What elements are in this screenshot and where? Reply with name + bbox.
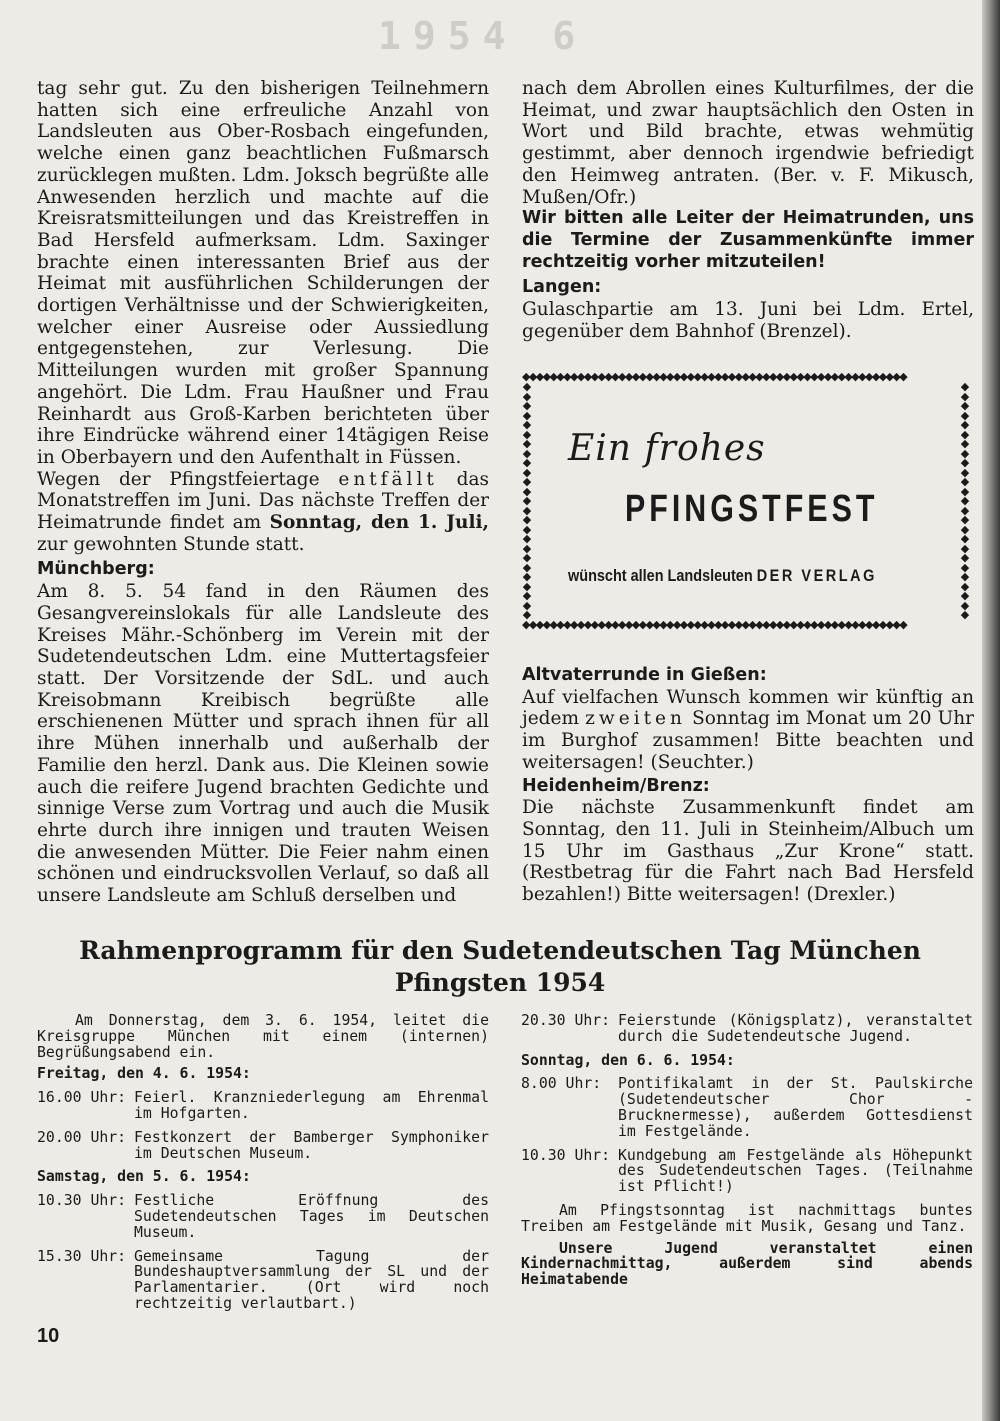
right-column-lower [522,665,974,906]
program-intro: Am Donnerstag, dem 3. 6. 1954, leitet die Kreisgruppe München mit einem (internen) Begrüßungsabend ein. [37,1012,489,1061]
paragraph: Die nächste Zusammenkunft findet am Sonntag, den 11. Juli in Steinheim/Albuch um 15 Uhr im Gasthaus „Zur Krone“ statt. (Restbetrag für die Fahrt nach Bad Hersfeld bezahlen!) Bitte weitersagen! (Drexler.) [522,797,974,906]
greeting-script: Ein frohes [568,428,766,469]
greeting-subtitle: wünscht allen Landsleuten DER VERLAG [568,566,877,585]
paragraph: Wegen der Pfingstfeiertage entfällt das Monatstreffen im Juni. Das nächste Treffen der Heimatrunde findet am Sonntag, den 1. Juli, zur gewohnten Stunde statt. [37,468,489,555]
notice: Wir bitten alle Leiter der Heimatrunden, uns die Termine der Zusammenkünfte immer rechtzeitig vorher mitzuteilen! [522,208,974,272]
paragraph: tag sehr gut. Zu den bisherigen Teilnehmern hatten sich eine erfreuliche Anzahl von Landsleuten aus Ober-Rosbach eingefunden, welche einen ganz beachtlichen Fußmarsch zurücklegen mußten. Ldm. Joksch begrüßte alle Anwesenden herzlich und machte auf die Kreisratsmitteilungen und das Kreistreffen in Bad Hersfeld aufmerksam. Ldm. Saxinger brachte einen interessanten Brief aus der Heimat mit ausführlichen Schilderungen der dortigen Verhältnisse und der Schwierigkeiten, welcher einer Ausreise oder Aussiedlung entgegenstehen, zur Verlesung. Die Mitteilungen wurden mit großer Spannung angehört. Die Ldm. Frau Haußner und Frau Reinhardt aus Groß-Karben berichteten über ihre Eindrücke während einer 14tägigen Reise in Oberbayern und den Aufenthalt in Füssen. [37,78,489,468]
ornament-border-right: ◆ ◆ ◆ ◆ ◆ ◆ ◆ ◆ ◆ ◆ ◆ ◆ ◆ ◆ ◆ ◆ ◆ ◆ ◆ ◆ ◆ ◆ ◆ ◆ ◆ [960,382,970,620]
program-item: 15.30 Uhr: Gemeinsame Tagung der Bundeshauptversammlung der SL und der Parlamentarier. (Ort wird noch rechtzeitig verlautbart.) [37,1247,489,1312]
day-heading: Sonntag, den 6. 6. 1954: [521,1051,735,1069]
section-heading: Münchberg: [37,559,155,580]
paragraph: nach dem Abrollen eines Kulturfilmes, der die Heimat, und zwar hauptsächlich den Osten in Wort und Bild brachte, etwas wehmütig gestimmt, aber dennoch irgendwie befriedigt den Heimweg antraten. (Ber. v. F. Mikusch, Mußen/Ofr.) [522,78,974,208]
program-item: 20.00 Uhr: Festkonzert der Bamberger Symphoniker im Deutschen Museum. [37,1128,489,1162]
pfingstfest-box [522,372,970,630]
ornament-border-bottom: ◆◆◆◆◆◆◆◆◆◆◆◆◆◆◆◆◆◆◆◆◆◆◆◆◆◆◆◆◆◆◆◆◆◆◆◆◆◆◆◆◆◆◆◆◆◆◆◆◆◆◆◆◆◆◆◆ [522,620,907,630]
program-closing: Am Pfingstsonntag ist nachmittags buntes Treiben am Festgelände mit Musik, Gesang und Tanz. [521,1201,973,1235]
program-title: Rahmenprogramm für den Sudetendeutschen Tag München Pfingsten 1954 [79,936,921,997]
section-heading: Langen: [522,277,602,298]
ornament-border-left: ◆ ◆ ◆ ◆ ◆ ◆ ◆ ◆ ◆ ◆ ◆ ◆ ◆ ◆ ◆ ◆ ◆ ◆ ◆ ◆ ◆ ◆ ◆ ◆ ◆ [522,382,532,620]
paragraph: Gulaschpartie am 13. Juni bei Ldm. Ertel, gegenüber dem Bahnhof (Brenzel). [522,299,974,342]
section-heading: Altvaterrunde in Gießen: [522,665,767,685]
section-heading: Heidenheim/Brenz: [522,775,710,796]
program-item: 10.30 Uhr: Festliche Eröffnung des Sudetendeutschen Tages im Deutschen Museum. [37,1192,489,1241]
paragraph: Auf vielfachen Wunsch kommen wir künftig an jedem zweiten Sonntag im Monat um 20 Uhr im Burghof zusammen! Bitte beachten und weitersagen! (Seuchter.) [522,686,974,773]
left-column [37,78,489,907]
archive-stamp: 1954 6 [378,14,588,58]
page-edge-shadow [982,0,1000,1421]
day-heading: Freitag, den 4. 6. 1954: [37,1065,251,1083]
program-item: 20.30 Uhr: Feierstunde (Königsplatz), veranstaltet durch die Sudetendeutsche Jugend. [521,1012,973,1045]
program-item: 10.30 Uhr: Kundgebung am Festgelände als Höhepunkt des Sudetendeutschen Tages. (Teilnahme ist Pflicht!) [521,1146,973,1196]
program-item: 16.00 Uhr: Feierl. Kranzniederlegung am Ehrenmal im Hofgarten. [37,1089,489,1122]
program-left [37,1013,489,1320]
pfingstfest-title: PFINGSTFEST [625,488,879,530]
program-item: 8.00 Uhr: Pontifikalamt in der St. Paulskirche (Sudetendeutscher Chor - Brucknermesse), außerdem Gottesdienst im Festgelände. [521,1075,973,1140]
right-column [522,78,974,342]
program-closing: Unsere Jugend veranstaltet einen Kindernachmittag, außerdem sind abends Heimatabende [521,1239,973,1289]
paragraph: Am 8. 5. 54 fand in den Räumen des Gesangvereinslokals für alle Landsleute des Kreises Mähr.-Schönberg im Verein mit der Sudetendeutschen Ldm. eine Muttertagsfeier statt. Der Vorsitzende der SdL. und auch Kreisobmann Kreibisch begrüßte alle erschienenen Mütter und sprach ihnen für all ihre Mühen innerhalb und außerhalb der Familie den herzl. Dank aus. Die Kleinen sowie auch die reifere Jugend brachten Gedichte und sinnige Verse zum Vortrag und auch die Musik ehrte durch ihre innigen und trauten Weisen die anwesenden Mütter. Die Feier nahm einen schönen und eindrucksvollen Verlauf, so daß all unsere Landsleute am Schluß derselben und [37,581,489,907]
ornament-border-top: ◆◆◆◆◆◆◆◆◆◆◆◆◆◆◆◆◆◆◆◆◆◆◆◆◆◆◆◆◆◆◆◆◆◆◆◆◆◆◆◆◆◆◆◆◆◆◆◆◆◆◆◆◆◆◆◆ [522,372,907,382]
program-right [521,1013,973,1294]
page-number: 10 [37,1325,60,1347]
day-heading: Samstag, den 5. 6. 1954: [37,1168,251,1186]
